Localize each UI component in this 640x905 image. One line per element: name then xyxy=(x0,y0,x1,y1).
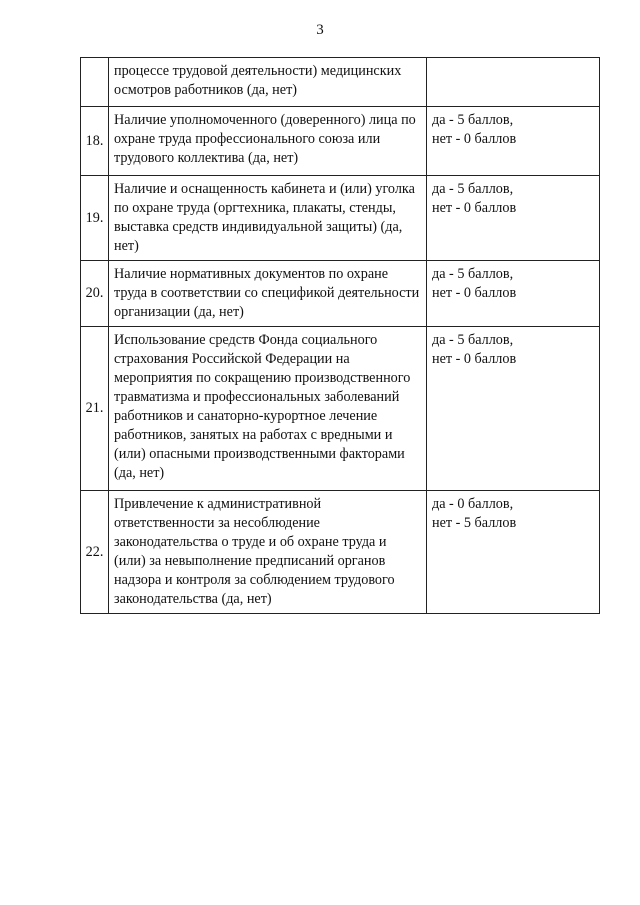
score-cell: да - 5 баллов, нет - 0 баллов xyxy=(427,107,600,176)
criterion-text: Привлечение к административной ответственности за несоблюдение законодательства о труде и об охране труда и (или) за невыполнение предписаний органов надзора и контроля за соблюдением трудового законодательства (да, нет) xyxy=(109,491,427,614)
score-cell: да - 5 баллов, нет - 0 баллов xyxy=(427,176,600,261)
criterion-text: процессе трудовой деятельности) медицинских осмотров работников (да, нет) xyxy=(109,58,427,107)
score-cell: да - 5 баллов, нет - 0 баллов xyxy=(427,327,600,491)
criteria-table xyxy=(80,57,600,614)
table-row xyxy=(81,261,600,327)
table-row xyxy=(81,491,600,614)
row-number: 21. xyxy=(81,327,109,491)
row-number xyxy=(81,58,109,107)
row-number: 18. xyxy=(81,107,109,176)
row-number: 20. xyxy=(81,261,109,327)
page-number: 3 xyxy=(316,22,324,38)
criterion-text: Наличие и оснащенность кабинета и (или) уголка по охране труда (оргтехника, плакаты, стенды, выставка средств индивидуальной защиты) (да, нет) xyxy=(109,176,427,261)
row-number: 19. xyxy=(81,176,109,261)
table-row xyxy=(81,107,600,176)
table-row xyxy=(81,176,600,261)
score-cell: да - 5 баллов, нет - 0 баллов xyxy=(427,261,600,327)
row-number: 22. xyxy=(81,491,109,614)
table-row xyxy=(81,58,600,107)
criterion-text: Использование средств Фонда социального страхования Российской Федерации на мероприятия по сокращению производственного травматизма и профессиональных заболеваний работников и санаторно-курортное лечение работников, занятых на работах с вредными и (или) опасными производственными факторами (да, нет) xyxy=(109,327,427,491)
criterion-text: Наличие нормативных документов по охране труда в соответствии со спецификой деятельности организации (да, нет) xyxy=(109,261,427,327)
table-row xyxy=(81,327,600,491)
score-cell: да - 0 баллов, нет - 5 баллов xyxy=(427,491,600,614)
score-cell xyxy=(427,58,600,107)
criterion-text: Наличие уполномоченного (доверенного) лица по охране труда профессионального союза или трудового коллектива (да, нет) xyxy=(109,107,427,176)
